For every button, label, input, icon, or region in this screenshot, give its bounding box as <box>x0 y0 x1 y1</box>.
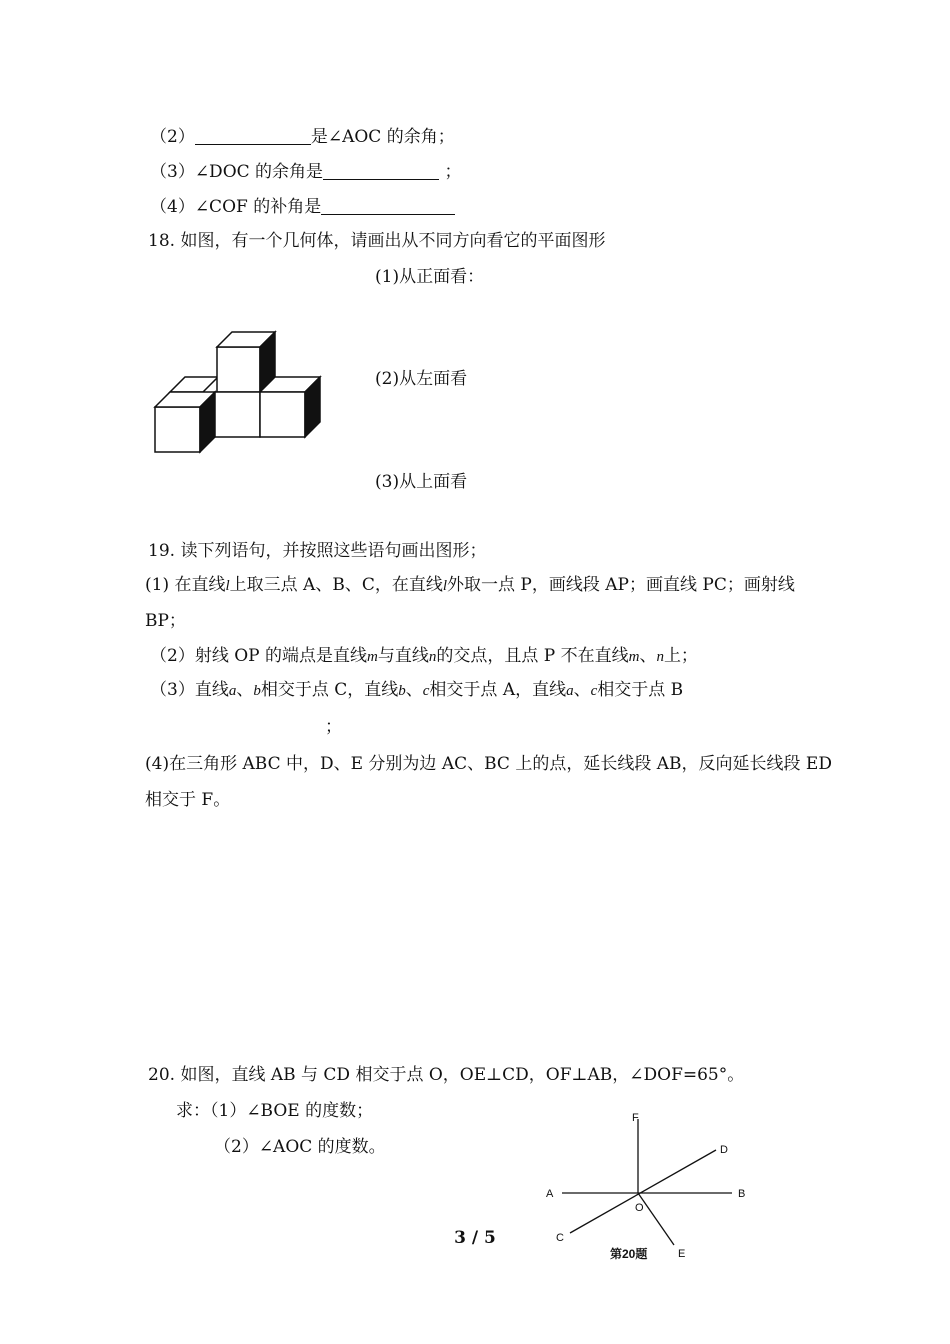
intersecting-lines-figure <box>540 1105 760 1270</box>
label-c: C <box>556 1232 564 1244</box>
q19-item4-cont: 相交于 F。 <box>145 790 231 810</box>
q19-item3-cont: ； <box>325 717 342 737</box>
label-d: D <box>720 1144 728 1156</box>
q17-item2: （2） 是∠AOC 的余角； <box>150 127 455 147</box>
label-e: E <box>678 1248 686 1260</box>
q18-view-front: (1)从正面看： <box>375 267 485 287</box>
q20-ask-1: 求：（1）∠BOE 的度数； <box>176 1101 374 1121</box>
page-number: 3 / 5 <box>454 1228 496 1248</box>
q19-item3: （3）直线a、b相交于点 C，直线b、c相交于点 A，直线a、c相交于点 B <box>150 680 684 700</box>
q19-item2: （2）射线 OP 的端点是直线m与直线n的交点，且点 P 不在直线m、n上； <box>150 646 698 666</box>
cube-solid-figure <box>150 325 330 460</box>
q18-view-left: (2)从左面看 <box>375 369 468 389</box>
q17-item3: （3）∠DOC 的余角是 ； <box>150 162 462 182</box>
answer-blank[interactable] <box>323 161 439 180</box>
q19-title: 19. 读下列语句，并按照这些语句画出图形； <box>148 541 487 561</box>
q20-title: 20. 如图，直线 AB 与 CD 相交于点 O，OE⊥CD，OF⊥AB，∠DOF=65°。 <box>148 1065 745 1085</box>
q17-item4: （4）∠COF 的补角是 <box>150 196 455 218</box>
q18-view-top: (3)从上面看 <box>375 472 468 492</box>
label-a: A <box>546 1188 554 1200</box>
figure-caption: 第20题 <box>610 1247 648 1261</box>
q19-item1: (1) 在直线l上取三点 A、B、C，在直线l外取一点 P，画线段 AP；画直线 PC；画射线 <box>145 575 795 595</box>
answer-blank[interactable] <box>195 126 311 145</box>
label-f: F <box>632 1112 639 1124</box>
label-o: O <box>635 1202 644 1214</box>
answer-blank[interactable] <box>321 196 455 215</box>
q18-title: 18. 如图，有一个几何体，请画出从不同方向看它的平面图形 <box>148 231 606 251</box>
label-b: B <box>738 1188 746 1200</box>
q19-item1-cont: BP； <box>145 611 186 631</box>
q19-item4: (4)在三角形 ABC 中，D、E 分别为边 AC、BC 上的点，延长线段 AB，反向延长线段 ED <box>145 754 832 774</box>
q20-ask-2: （2）∠AOC 的度数。 <box>214 1137 386 1157</box>
